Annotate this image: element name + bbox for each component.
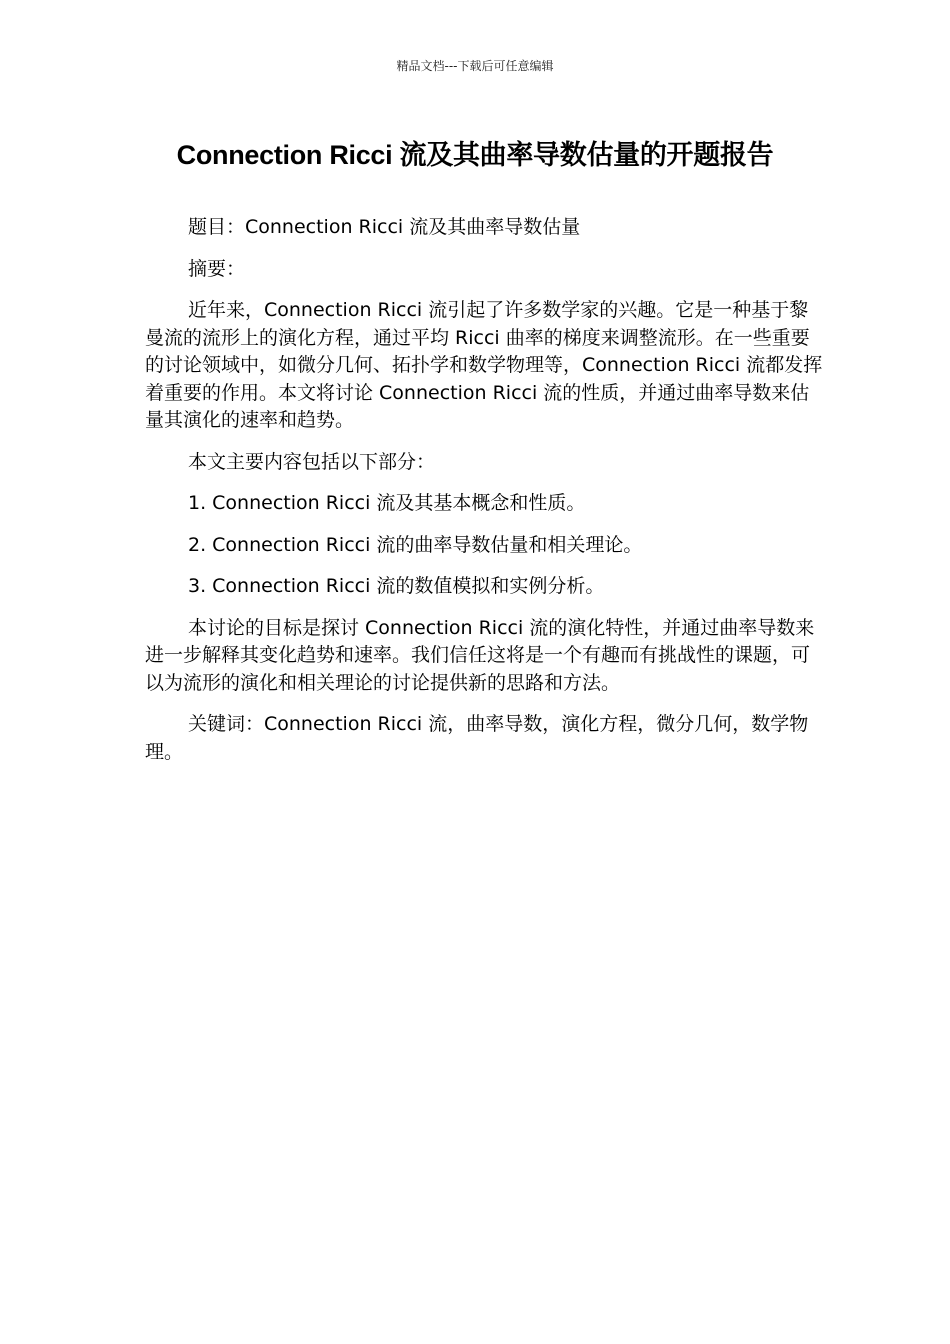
keywords-paragraph: 关键词：Connection Ricci 流，曲率导数，演化方程，微分几何，数学物理。 — [145, 713, 809, 763]
list-item-1: 1. Connection Ricci 流及其基本概念和性质。 — [188, 492, 586, 514]
intro-paragraph: 近年来，Connection Ricci 流引起了许多数学家的兴趣。它是一种基于黎曼流的流形上的演化方程，通过平均 Ricci 曲率的梯度来调整流形。在一些重要的讨论领域中，如微分几何、拓扑学和数学物理等，Connection Ricci 流都发挥着重要的作用。本文将讨论 Connection Ricci 流的性质，并通过曲率导数来估量其演化的速率和趋势。 — [145, 299, 823, 431]
goal-paragraph: 本讨论的目标是探讨 Connection Ricci 流的演化特性，并通过曲率导数来进一步解释其变化趋势和速率。我们信任这将是一个有趣而有挑战性的课题，可以为流形的演化和相关理论的讨论提供新的思路和方法。 — [145, 616, 815, 694]
document-title: Connection Ricci 流及其曲率导数估量的开题报告 — [176, 140, 774, 170]
document-body — [145, 214, 825, 780]
list-item-3: 3. Connection Ricci 流的数值模拟和实例分析。 — [188, 575, 605, 597]
abstract-heading: 摘要： — [188, 257, 246, 280]
contents-heading: 本文主要内容包括以下部分： — [188, 450, 436, 473]
header-note: 精品文档---下载后可任意编辑 — [396, 59, 554, 73]
topic-line: 题目：Connection Ricci 流及其曲率导数估量 — [188, 216, 581, 238]
list-item-2: 2. Connection Ricci 流的曲率导数估量和相关理论。 — [188, 533, 643, 556]
